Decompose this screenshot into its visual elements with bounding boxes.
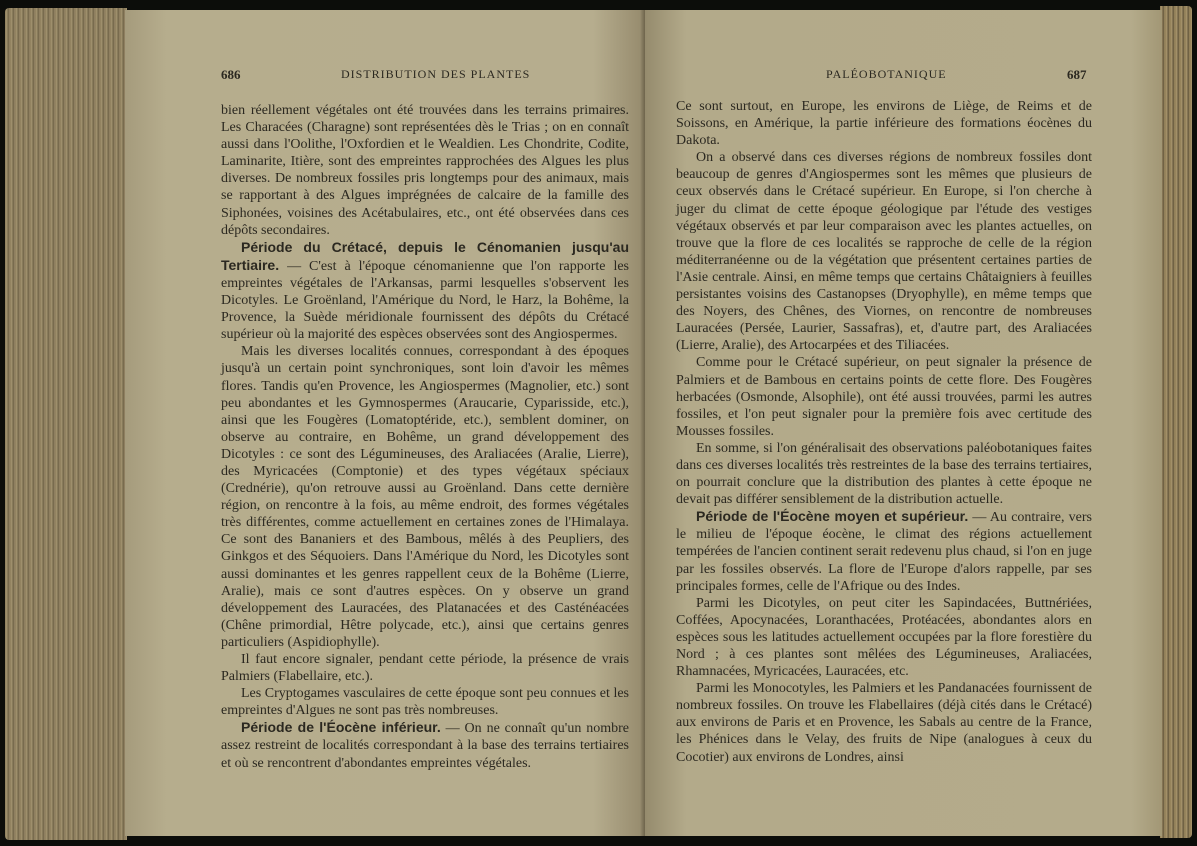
- paragraph: [676, 680, 1092, 765]
- paragraph-text: En somme, si l'on généralisait des observations paléobotaniques faites dans ces diverses localités très restreintes de la base des terrains tertiaires, on pourrait conclure que la distribution des plantes à cette époque ne devait pas différer sensiblement de la distribution actuelle.: [676, 440, 1092, 508]
- page-edges-left: [5, 8, 127, 840]
- paragraph: [221, 685, 629, 719]
- page-edges-right: [1160, 6, 1192, 838]
- paragraph: [676, 149, 1092, 354]
- paragraph-text: Comme pour le Crétacé supérieur, on peut signaler la présence de Palmiers et de Bambous en certains points de cette flore. Des Fougères herbacées (Osmonde, Alsophile), ont été aussi trouvées, parmi les autres fossiles, et l'on peut signaler pour la première fois avec certitude des Mousses fossiles.: [676, 355, 1092, 439]
- section-heading: Période de l'Éocène moyen et supérieur.: [696, 508, 969, 525]
- paragraph-text: On a observé dans ces diverses régions de nombreux fossiles dont beaucoup de genres d'Angiospermes sont les mêmes que plusieurs de ceux observés dans le Crétacé supérieur. En Europe, si l'on cherche à juger du climat de cette époque géologique par l'étude des vestiges végétaux observés et par leur comparaison avec les plantes actuelles, on trouve que la flore de ces localités se rapproche de celle de la région méditerranéenne ou de la végétation que présentent certaines parties de l'Asie centrale. Ainsi, en même temps que certains Châtaigniers à feuilles persistantes voisins des Castanopses (Dryophylle), en même temps que des Noyers, des Chênes, des Viornes, on rencontre de nombreuses Lauracées (Persée, Laurier, Sassafras), et, d'autre part, des Araliacées (Lierre, Aralie), des Artocarpées et des Tiliacées.: [676, 150, 1092, 354]
- paragraph-text: — On ne connaît qu'un nombre assez restreint de localités correspondant à la base des terrains tertiaires et où se rencontrent d'abondantes empreintes végétales.: [221, 721, 629, 771]
- right-page-number: 687: [1067, 67, 1087, 82]
- left-running-head: DISTRIBUTION DES PLANTES: [341, 67, 531, 81]
- paragraph: [676, 440, 1092, 508]
- section-heading: Période du Crétacé, depuis le Cénomanien jusqu'au Tertiaire.: [221, 238, 629, 273]
- paragraph-text: Mais les diverses localités connues, correspondant à des époques jusqu'à un certain point synchroniques, sont loin d'avoir les mêmes flores. Tandis qu'en Provence, les Angiospermes (Magnolier, etc.) sont peu abondantes et les Gymnospermes (Araucarie, Cyparisside, etc.), ainsi que les Fougères (Lomatoptéride, etc.), semblent dominer, on observe au contraire, en Bohême, un grand développement des Dicotyles : ce sont des Légumineuses, des Araliacées (Aralie, Lierre), des Myricacées (Comptonie) et des types végétaux spéciaux (Crednérie), qu'on retrouve aussi au Groënland. Dans cette dernière région, on rencontre à la fois, au même endroit, des formes végétales très différentes, comme actuellement en certaines zones de l'Himalaya. Ce sont des Bananiers et des Bambous, mêlés à des Peupliers, des Ginkgos et des Séquoiers. Dans l'Amérique du Nord, les Dicotyles sont aussi dominantes et les genres rappellent ceux de la Bohême (Lierre, Aralie), mais ce sont d'autres espèces. On y observe un grand développement des Lauracées, des Platanacées et des Casténéacées (Chêne primordial, Hêtre polycade, etc.), ainsi que certains genres particuliers (Aspidiophylle).: [221, 344, 629, 650]
- right-page-body: [676, 98, 1092, 766]
- paragraph-text: Il faut encore signaler, pendant cette période, la présence de vrais Palmiers (Flabellaire, etc.).: [221, 652, 629, 685]
- paragraph: [221, 239, 629, 344]
- paragraph-text: — C'est à l'époque cénomanienne que l'on rapporte les empreintes végétales de l'Arkansas, parmi lesquelles s'observent les Dicotyles. Le Groënland, l'Amérique du Nord, le Harz, la Bohême, la Provence, la Suède méridionale fournissent des dépôts du Crétacé supérieur où la majorité des espèces observées sont des Angiospermes.: [221, 258, 629, 343]
- paragraph: [676, 595, 1092, 680]
- paragraph-text: Les Cryptogames vasculaires de cette époque sont peu connues et les empreintes d'Algues ne sont pas très nombreuses.: [221, 686, 629, 719]
- left-page-body: [221, 102, 629, 772]
- paragraph: [221, 651, 629, 685]
- paragraph: [221, 343, 629, 651]
- left-page-number: 686: [221, 67, 241, 82]
- paragraph: [676, 508, 1092, 594]
- paragraph-text: bien réellement végétales ont été trouvées dans les terrains primaires. Les Characées (Charagne) sont représentées dès le Trias ; on en connaît aussi dans l'Oolithe, l'Oxfordien et le Wealdien. Les Chondrite, Codite, Laminarite, Itière, sont des empreintes rapprochées des Algues les plus diverses. De nombreux fossiles pris longtemps pour des animaux, mais se rapportant à des Algues imprégnées de calcaire de la famille des Siphonées, voisines des Acétabulaires, etc., ont été observées dans ces dépôts secondaires.: [221, 103, 629, 238]
- paragraph: [221, 102, 629, 239]
- section-heading: Période de l'Éocène inférieur.: [241, 719, 441, 736]
- paragraph: [676, 354, 1092, 439]
- paragraph: [221, 719, 629, 771]
- paragraph-text: Parmi les Dicotyles, on peut citer les Sapindacées, Buttnériées, Coffées, Apocynacées, Loranthacées, Protéacées, abondantes alors en espèces sous les latitudes actuellement occupées par la flore forestière du Nord ; à ces plantes sont mêlées des Légumineuses, Araliacées, Rhamnacées, Myricacées, Lauracées, etc.: [676, 595, 1092, 680]
- paragraph: [676, 98, 1092, 149]
- right-running-head: PALÉOBOTANIQUE: [826, 67, 947, 81]
- paragraph-text: — Au contraire, vers le milieu de l'époque éocène, le climat des régions actuellement tempérées de l'ancien continent serait redevenu plus chaud, si l'on en juge par les fossiles observés. La flore de l'Europe d'alors rappelle, par ses principales formes, celle de l'Afrique ou des Indes.: [676, 510, 1092, 594]
- paragraph-text: Ce sont surtout, en Europe, les environs de Liège, de Reims et de Soissons, en Amérique, la partie inférieure des formations éocènes du Dakota.: [676, 99, 1092, 149]
- paragraph-text: Parmi les Monocotyles, les Palmiers et les Pandanacées fournissent de nombreux fossiles. On trouve les Flabellaires (déjà cités dans le Crétacé) aux environs de Paris et en Provence, les Sabals au centre de la France, les Phénices dans le Velay, des fruits de Nipe (analogues à ceux du Cocotier) aux environs de Londres, ainsi: [676, 681, 1092, 765]
